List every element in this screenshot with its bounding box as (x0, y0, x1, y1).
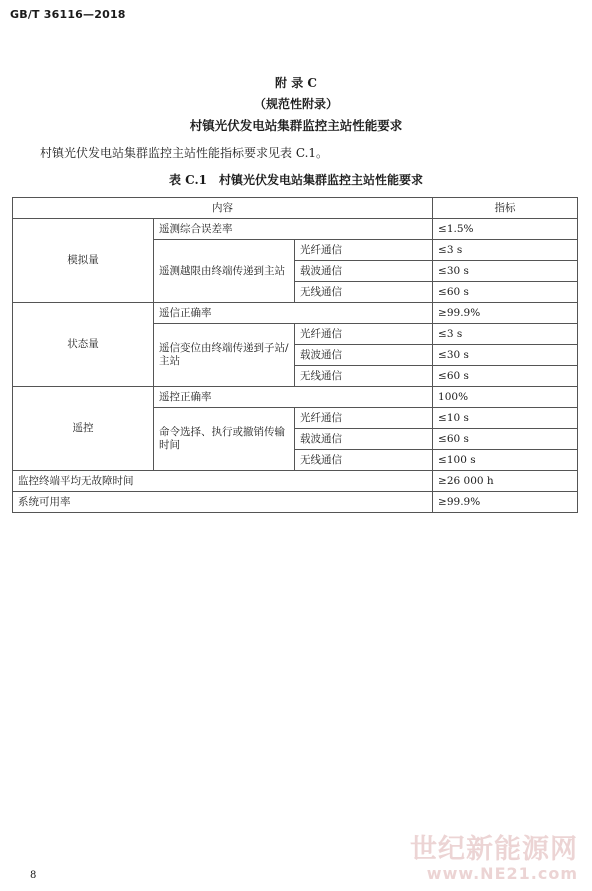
table-row (13, 303, 578, 324)
availability-value: ≥99.9% (433, 492, 578, 513)
channel-carrier-value: ≤60 s (433, 429, 578, 450)
table-header-row (13, 198, 578, 219)
table-row (13, 492, 578, 513)
performance-table (12, 197, 578, 513)
header-indicator: 指标 (433, 198, 578, 219)
channel-wireless: 无线通信 (295, 450, 433, 471)
status-transfer: 遥信变位由终端传递到子站/主站 (154, 324, 295, 387)
channel-fiber: 光纤通信 (295, 240, 433, 261)
watermark (410, 835, 578, 883)
analog-transfer: 遥测越限由终端传递到主站 (154, 240, 295, 303)
status-accuracy-value: ≥99.9% (433, 303, 578, 324)
watermark-url: www.NE21.com (426, 864, 578, 883)
table-row (13, 219, 578, 240)
status-accuracy: 遥信正确率 (154, 303, 433, 324)
analog-error-rate: 遥测综合误差率 (154, 219, 433, 240)
channel-fiber-value: ≤3 s (433, 324, 578, 345)
status-label: 状态量 (13, 303, 154, 387)
watermark-text: 世纪新能源网 (410, 834, 578, 865)
channel-wireless-value: ≤100 s (433, 450, 578, 471)
channel-wireless: 无线通信 (295, 366, 433, 387)
header-content: 内容 (13, 198, 433, 219)
remote-label: 遥控 (13, 387, 154, 471)
channel-fiber: 光纤通信 (295, 324, 433, 345)
channel-carrier-value: ≤30 s (433, 345, 578, 366)
channel-fiber: 光纤通信 (295, 408, 433, 429)
channel-carrier: 载波通信 (295, 429, 433, 450)
table-row (13, 471, 578, 492)
availability-item: 系统可用率 (13, 492, 433, 513)
channel-wireless-value: ≤60 s (433, 366, 578, 387)
standard-code: GB/T 36116—2018 (10, 8, 126, 21)
remote-transfer: 命令选择、执行或撤销传输时间 (154, 408, 295, 471)
table-row (13, 387, 578, 408)
channel-fiber-value: ≤10 s (433, 408, 578, 429)
page-number: 8 (30, 870, 37, 881)
channel-fiber-value: ≤3 s (433, 240, 578, 261)
body-paragraph: 村镇光伏发电站集群监控主站性能指标要求见表 C.1。 (40, 146, 329, 160)
channel-carrier-value: ≤30 s (433, 261, 578, 282)
analog-error-rate-value: ≤1.5% (433, 219, 578, 240)
annex-subtitle: （规范性附录） (253, 97, 338, 111)
mtbf-value: ≥26 000 h (433, 471, 578, 492)
remote-accuracy-value: 100% (433, 387, 578, 408)
channel-carrier: 载波通信 (295, 261, 433, 282)
channel-wireless: 无线通信 (295, 282, 433, 303)
annex-name: 村镇光伏发电站集群监控主站性能要求 (189, 118, 403, 133)
mtbf-item: 监控终端平均无故障时间 (13, 471, 433, 492)
channel-carrier: 载波通信 (295, 345, 433, 366)
channel-wireless-value: ≤60 s (433, 282, 578, 303)
annex-title: 附 录 C (275, 76, 317, 90)
remote-accuracy: 遥控正确率 (154, 387, 433, 408)
table-caption: 表 C.1 村镇光伏发电站集群监控主站性能要求 (168, 173, 424, 187)
analog-label: 模拟量 (13, 219, 154, 303)
